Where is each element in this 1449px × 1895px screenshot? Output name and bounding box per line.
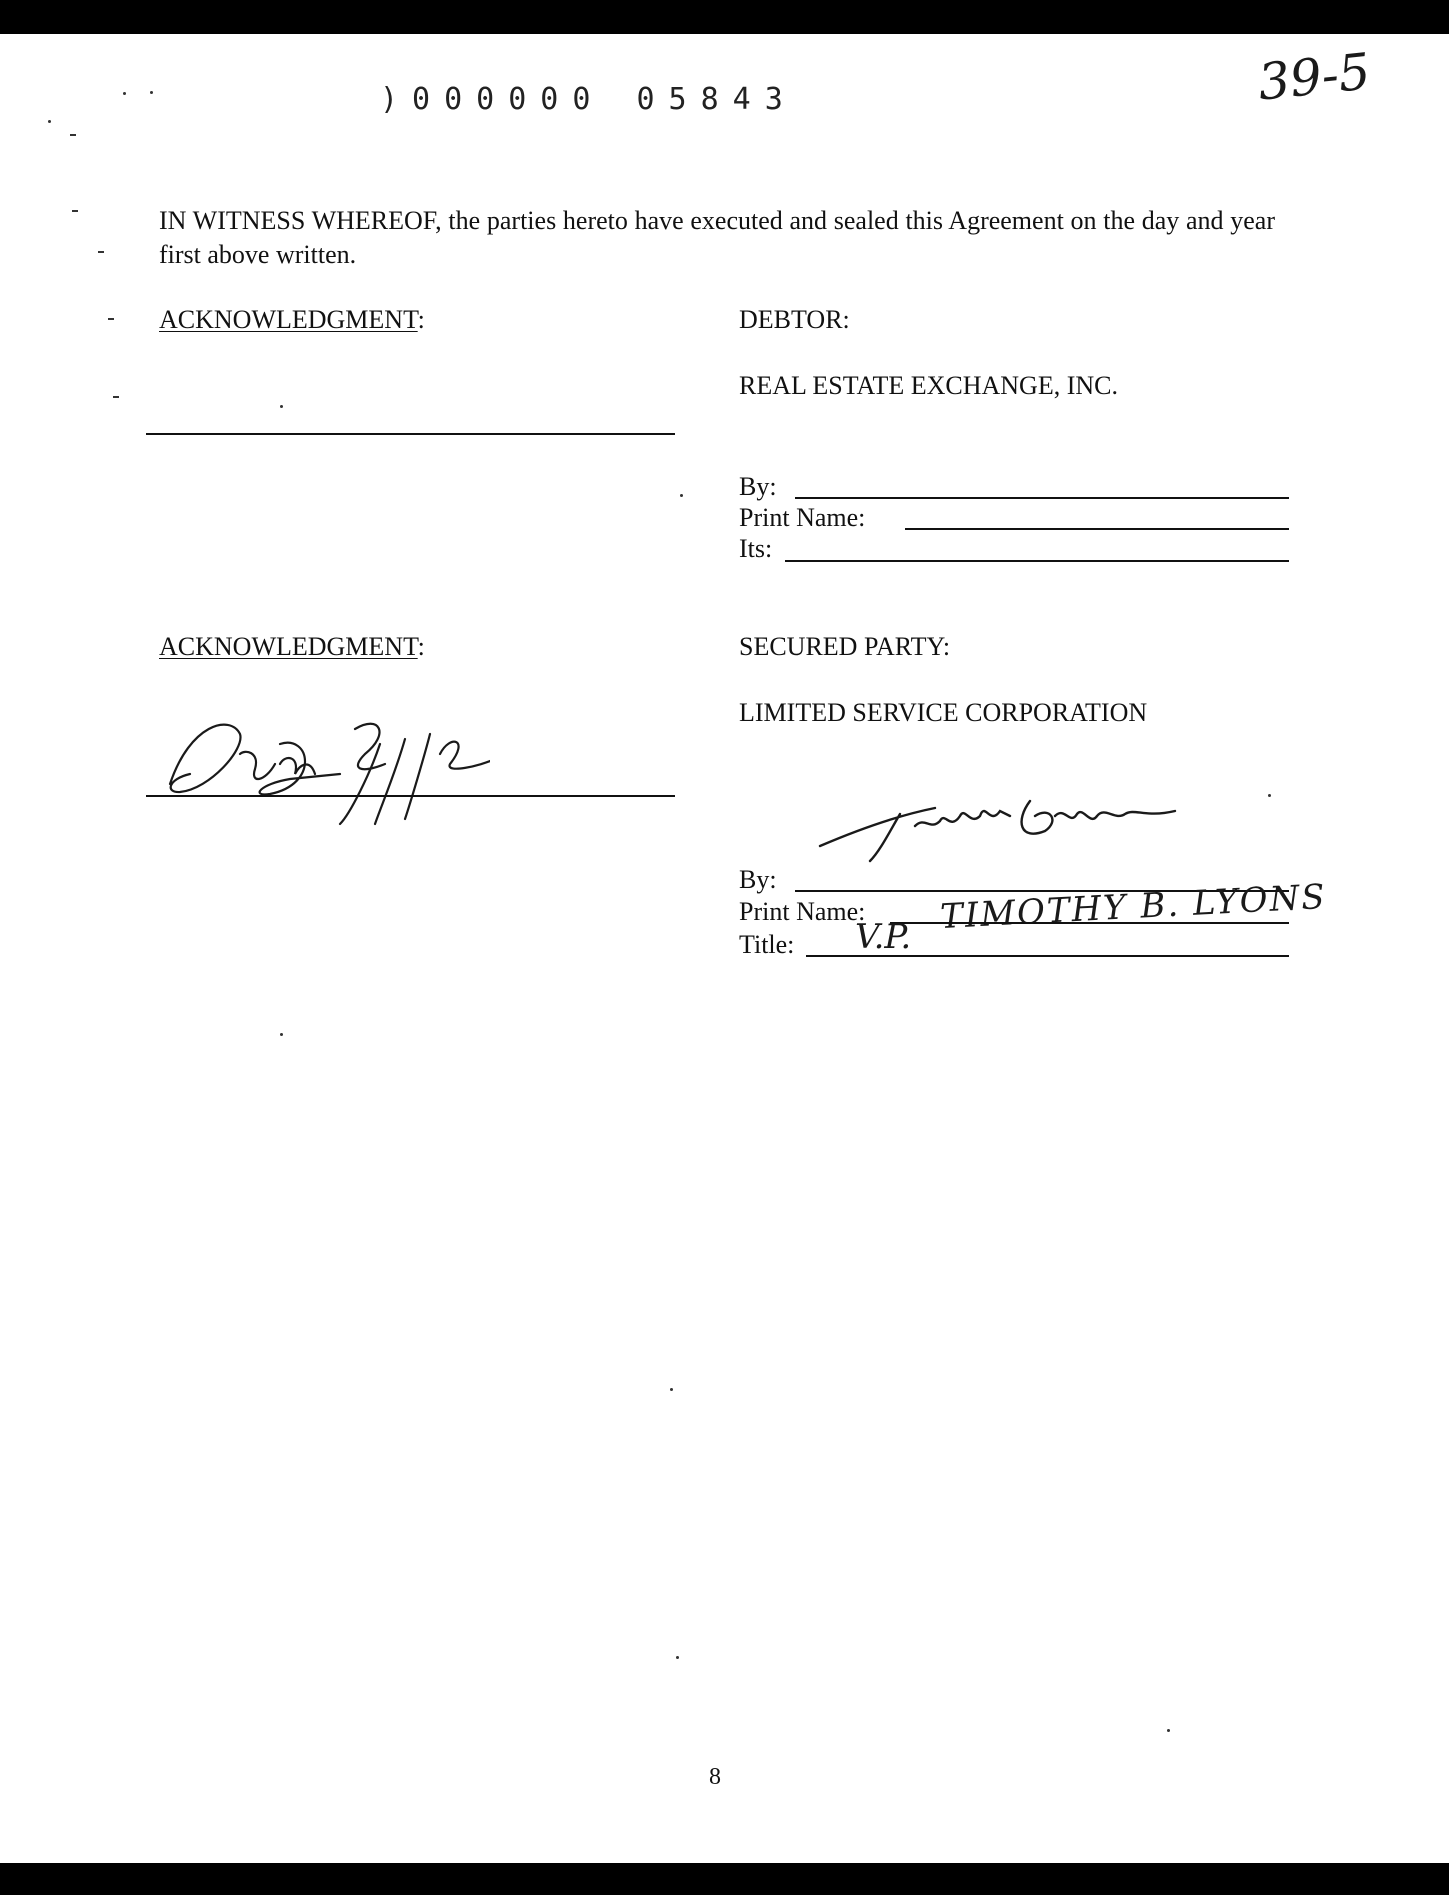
debtor-heading: DEBTOR:	[739, 305, 850, 334]
scan-speck	[1268, 794, 1271, 797]
scan-speck	[1167, 1729, 1170, 1732]
scan-speck	[123, 92, 126, 95]
debtor-by-line[interactable]	[795, 497, 1289, 499]
scan-speck	[676, 1656, 679, 1659]
debtor-by-label: By:	[739, 472, 777, 501]
scan-speck	[150, 91, 153, 94]
scan-speck	[280, 405, 283, 408]
scan-speck	[108, 318, 114, 320]
debtor-print-name-label: Print Name:	[739, 503, 866, 532]
scan-speck	[72, 210, 78, 212]
acknowledgment-label: ACKNOWLEDGMENT	[159, 632, 418, 661]
secured-party-company-name: LIMITED SERVICE CORPORATION	[739, 698, 1148, 727]
document-page	[0, 34, 1449, 1863]
acknowledgment-signature-line-2	[146, 795, 675, 797]
scan-speck	[70, 134, 76, 136]
secured-party-signature-text	[840, 834, 849, 835]
acknowledgment-label: ACKNOWLEDGMENT	[159, 305, 418, 334]
bates-number: )000000 05843	[380, 82, 797, 117]
scan-speck	[680, 494, 683, 497]
handwritten-signature-graphic	[150, 694, 490, 834]
debtor-its-line[interactable]	[785, 560, 1289, 562]
handwritten-page-mark: 39-5	[1255, 42, 1374, 112]
secured-party-print-name-label: Print Name:	[739, 897, 866, 926]
acknowledgment-signature-line-1	[146, 433, 675, 435]
acknowledgment-heading-2	[159, 631, 425, 663]
secured-party-heading: SECURED PARTY:	[739, 632, 951, 661]
debtor-its-label: Its:	[739, 534, 773, 563]
secured-party-signature	[815, 786, 1195, 866]
debtor-print-name-line[interactable]	[905, 528, 1289, 530]
scan-speck	[48, 120, 51, 123]
scan-speck	[113, 396, 119, 398]
secured-party-print-name-value: TIMOTHY B. LYONS	[939, 876, 1328, 938]
acknowledgment-colon: :	[417, 632, 425, 661]
scan-speck	[280, 1033, 283, 1036]
debtor-company-name: REAL ESTATE EXCHANGE, INC.	[739, 371, 1118, 400]
acknowledgment-colon: :	[417, 305, 425, 334]
scan-speck	[98, 251, 104, 253]
handwritten-signature-graphic	[815, 786, 1195, 866]
acknowledgment-signature	[150, 694, 490, 834]
acknowledgment-heading-1	[159, 304, 425, 336]
secured-party-title-line[interactable]	[806, 955, 1289, 957]
witness-clause: IN WITNESS WHEREOF, the parties hereto have executed and sealed this Agreement on the day and year first above written.	[159, 206, 1275, 269]
secured-party-by-label: By:	[739, 865, 777, 894]
scan-speck	[670, 1388, 673, 1391]
page-number: 8	[709, 1764, 721, 1790]
secured-party-print-name-line[interactable]	[890, 922, 1289, 924]
secured-party-title-label: Title:	[739, 930, 795, 959]
secured-party-title-value: V.P.	[855, 917, 912, 957]
acknowledgment-signature-text	[147, 764, 153, 765]
